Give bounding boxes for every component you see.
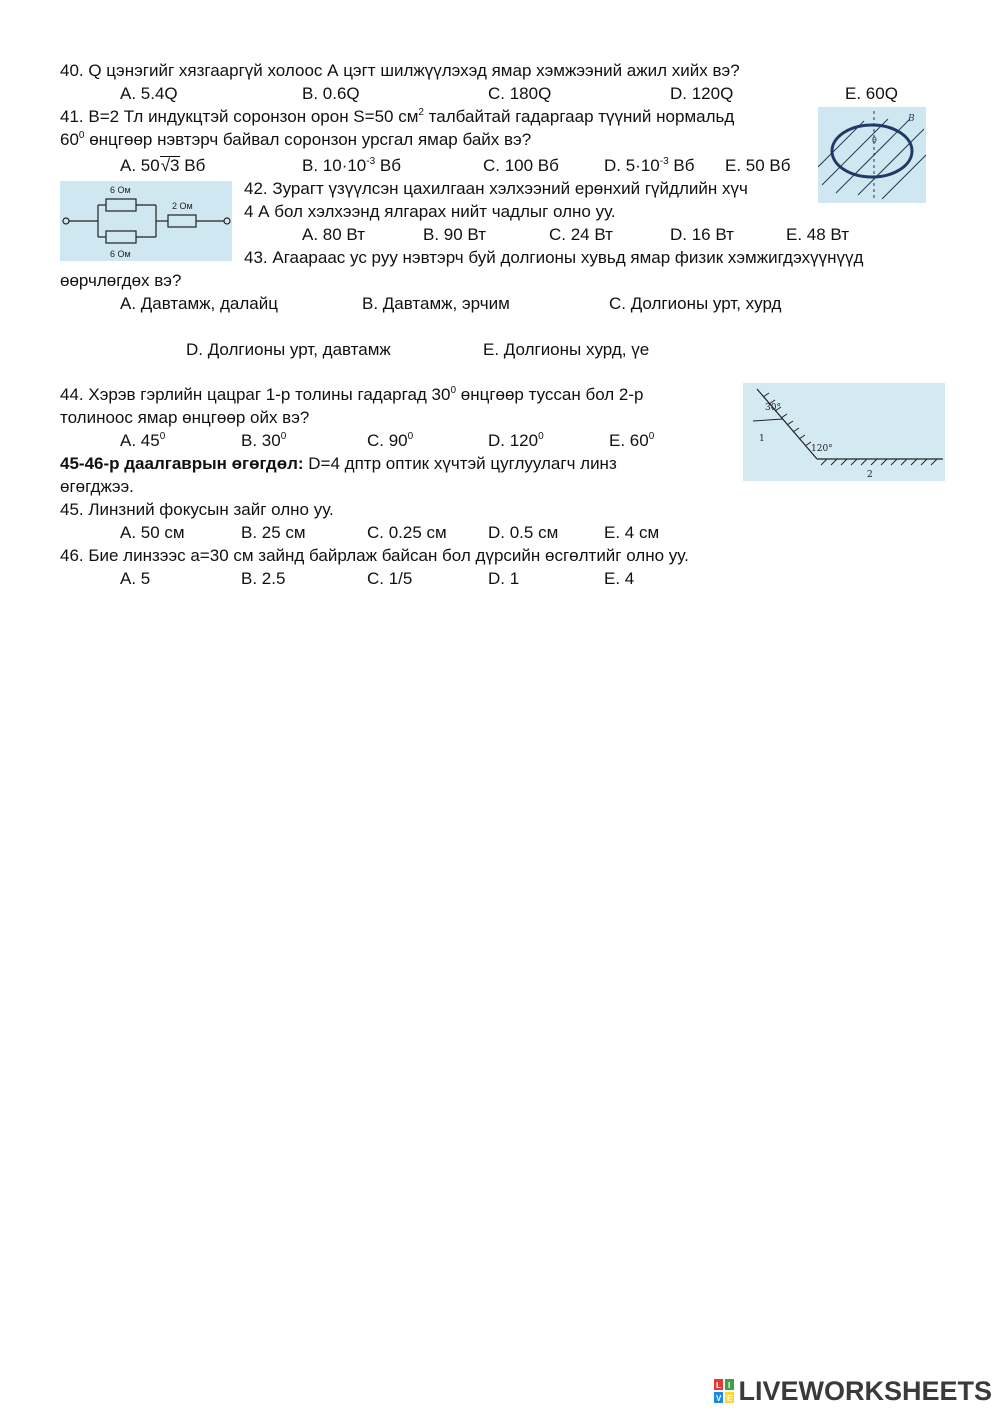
- q46-answer-e[interactable]: E. 4: [604, 569, 635, 588]
- q43-answer-b[interactable]: B. Давтамж, эрчим: [362, 294, 510, 313]
- q41-answer-d[interactable]: D. $5\cdot 10^{-3}$ Вб: [604, 156, 695, 175]
- q42-answer-b[interactable]: B. 90 Вт: [423, 225, 486, 244]
- q46-answer-a[interactable]: A. 5: [120, 569, 151, 588]
- q45-answer-b[interactable]: B. 25 см: [241, 523, 306, 542]
- given-data-line-2: өгөгджээ.: [60, 477, 134, 496]
- label-theta: θ: [872, 136, 877, 145]
- label-r-bottom: 6 Ом: [110, 249, 131, 259]
- q43-answer-c[interactable]: C. Долгионы урт, хурд: [609, 294, 782, 313]
- question-41-line-2: $60^0$ өнцгөөр нэвтэрч байвал соронзон урсгал ямар байх вэ?: [60, 130, 532, 149]
- q45-answer-a[interactable]: A. 50 см: [120, 523, 185, 542]
- logo-letter-l: L: [716, 1380, 722, 1390]
- logo-letter-v: V: [716, 1393, 722, 1403]
- question-41-line-1: 41. B=2 Тл индукцтэй соронзон орон S=50 $см^2$ талбайтай гадаргаар түүний нормальд: [60, 107, 735, 126]
- sqrt-symbol: √3: [160, 156, 180, 175]
- q44-answer-b[interactable]: B. $30^0$: [241, 431, 287, 450]
- q41-answer-a[interactable]: A. 50√3 Вб: [120, 156, 206, 175]
- label-r-top: 6 Ом: [110, 185, 131, 195]
- q41-answer-c[interactable]: C. 100 Вб: [483, 156, 559, 175]
- q43-answer-a[interactable]: A. Давтамж, далайц: [120, 294, 278, 313]
- q41-answer-e[interactable]: E. 50 Вб: [725, 156, 791, 175]
- question-40-text: 40. Q цэнэгийг хязгааргүй холоос А цэгт шилжүүлэхэд ямар хэмжээний ажил хийх вэ?: [60, 61, 740, 80]
- label-angle-120: 120°: [811, 444, 833, 454]
- q45-answer-c[interactable]: C. 0.25 см: [367, 523, 447, 542]
- q40-answer-d[interactable]: D. 120Q: [670, 84, 734, 103]
- label-mirror-1: 1: [759, 434, 765, 444]
- q41-answer-b[interactable]: B. $10\cdot 10^{-3}$ Вб: [302, 156, 401, 175]
- question-44-line-1: 44. Хэрэв гэрлийн цацраг 1-р толины гадаргад $30^0$ өнцгөөр туссан бол 2-р: [60, 385, 644, 404]
- label-r-right: 2 Ом: [172, 201, 193, 211]
- q42-answer-e[interactable]: E. 48 Вт: [786, 225, 849, 244]
- given-data-line-1: 45-46-р даалгаврын өгөгдөл: D=4 дптр оптик хүчтэй цуглуулагч линз: [60, 454, 617, 473]
- question-43-line-2: өөрчлөгдөх вэ?: [60, 271, 182, 290]
- q44-answer-e[interactable]: E. $60^0$: [609, 431, 655, 450]
- q42-answer-a[interactable]: A. 80 Вт: [302, 225, 365, 244]
- question-45-text: 45. Линзний фокусын зайг олно уу.: [60, 500, 334, 519]
- question-46-text: 46. Бие линзээс a=30 см зайнд байрлаж байсан бол дүрсийн өсгөлтийг олно уу.: [60, 546, 689, 565]
- liveworksheets-logo-icon: [714, 1379, 736, 1405]
- loop-diagram: [818, 107, 926, 203]
- logo-letter-i: I: [728, 1380, 731, 1390]
- question-42-line-1: 42. Зурагт үзүүлсэн цахилгаан хэлхээний ерөнхий гүйдлийн хүч: [244, 179, 748, 198]
- q40-answer-b[interactable]: B. 0.6Q: [302, 84, 360, 103]
- q44-answer-a[interactable]: A. $45^0$: [120, 431, 166, 450]
- q42-answer-c[interactable]: C. 24 Вт: [549, 225, 613, 244]
- liveworksheets-wordmark: LIVEWORKSHEETS: [738, 1376, 992, 1406]
- question-42-line-2: 4 А бол хэлхээнд ялгарах нийт чадлыг олно уу.: [244, 202, 616, 221]
- q46-answer-c[interactable]: C. 1/5: [367, 569, 413, 588]
- question-44-line-2: толиноос ямар өнцгөөр ойх вэ?: [60, 408, 310, 427]
- question-43-line-1: 43. Агаараас ус руу нэвтэрч буй долгионы хувьд ямар физик хэмжигдэхүүнүүд: [244, 248, 864, 267]
- q46-answer-b[interactable]: B. 2.5: [241, 569, 286, 588]
- label-b: B: [908, 114, 915, 124]
- q40-answer-e[interactable]: E. 60Q: [845, 84, 898, 103]
- circuit-diagram: [60, 181, 232, 261]
- q46-answer-d[interactable]: D. 1: [488, 569, 520, 588]
- label-angle-30: 30°: [765, 403, 781, 413]
- circuit-figure: [60, 181, 232, 261]
- q40-answer-c[interactable]: C. 180Q: [488, 84, 552, 103]
- liveworksheets-brand[interactable]: [714, 1376, 992, 1407]
- q45-answer-d[interactable]: D. 0.5 см: [488, 523, 559, 542]
- q42-answer-d[interactable]: D. 16 Вт: [670, 225, 734, 244]
- given-data-heading: 45-46-р даалгаврын өгөгдөл:: [60, 454, 304, 473]
- q43-answer-e[interactable]: E. Долгионы хурд, үе: [483, 340, 650, 359]
- q44-answer-d[interactable]: D. $120^0$: [488, 431, 544, 450]
- q43-answer-d[interactable]: D. Долгионы урт, давтамж: [186, 340, 391, 359]
- q45-answer-e[interactable]: E. 4 см: [604, 523, 660, 542]
- q40-answer-a[interactable]: A. 5.4Q: [120, 84, 178, 103]
- mirrors-figure: [743, 383, 945, 481]
- label-mirror-2: 2: [867, 470, 873, 480]
- q44-answer-c[interactable]: C. $90^0$: [367, 431, 414, 450]
- mirrors-diagram: [743, 383, 945, 481]
- magnetic-flux-figure: [818, 107, 926, 203]
- logo-letter-e: E: [727, 1393, 733, 1403]
